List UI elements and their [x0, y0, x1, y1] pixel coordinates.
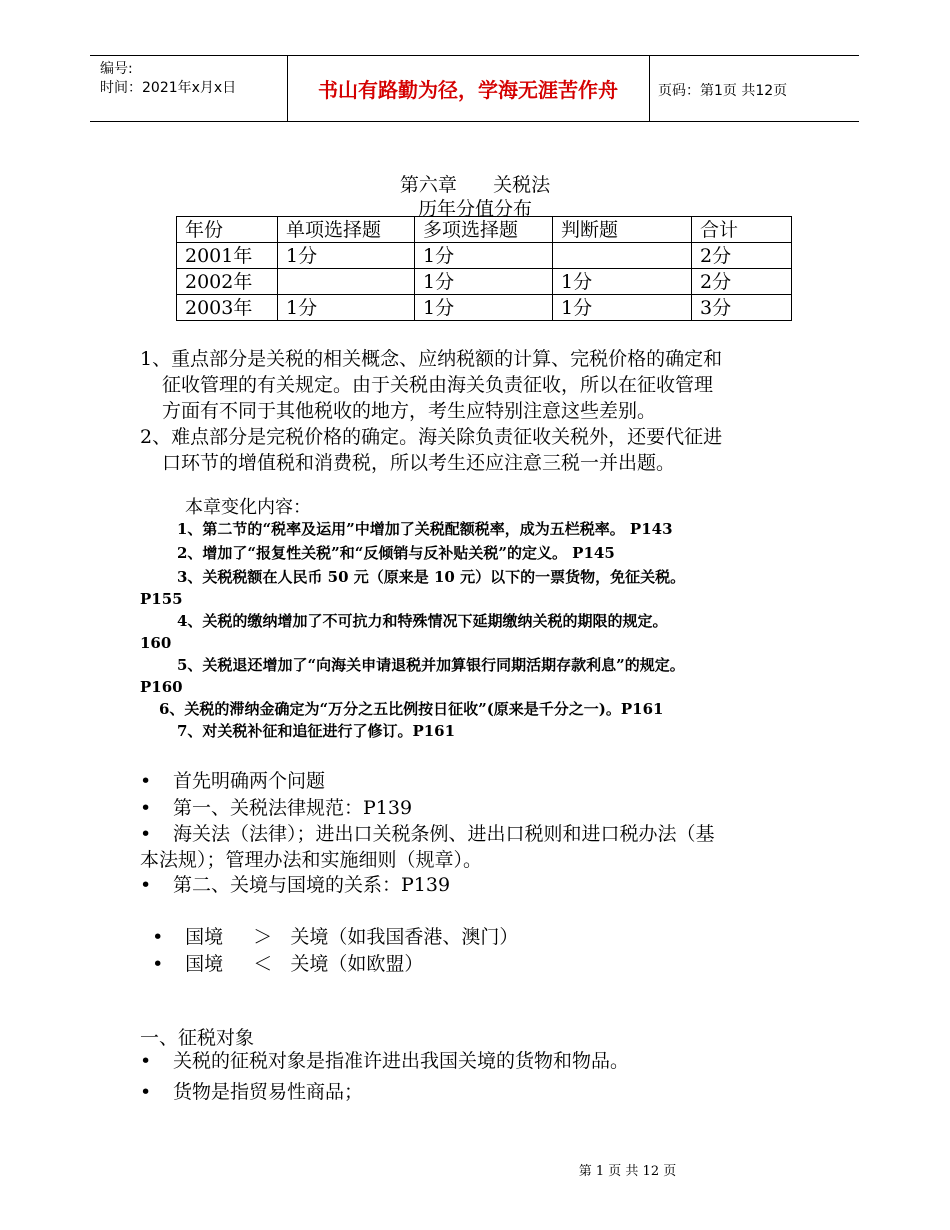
table-cell: 1分: [415, 295, 553, 321]
table-cell: 1分: [415, 269, 553, 295]
bullet-text: 国境 ＞ 关境（如我国香港、澳门）: [185, 926, 519, 948]
score-distribution-table: [176, 216, 792, 321]
bullet-text: 关税的征税对象是指准许进出我国关境的货物和物品。: [173, 1050, 630, 1072]
key-point-2-lead: 2、难点部分是完税价格的确定。海关除负责征收关税外，还要代征进: [140, 426, 723, 448]
table-cell: 1分: [553, 269, 692, 295]
change-item-5: 5、关税退还增加了“向海关申请退税并加算银行同期活期存款利息”的规定。: [177, 656, 685, 674]
key-point-1: [140, 346, 830, 424]
change-item-1: 1、第二节的“税率及运用”中增加了关税配额税率，成为五栏税率。 P143: [177, 520, 673, 538]
table-cell: 1分: [278, 295, 415, 321]
change-item-7: 7、对关税补征和追征进行了修订。P161: [177, 722, 456, 740]
table-row: [177, 269, 792, 295]
key-point-1-lead: 1、重点部分是关税的相关概念、应纳税额的计算、完税价格的确定和: [140, 348, 723, 370]
change-item-6: 6、关税的滞纳金确定为“万分之五比例按日征收”(原来是千分之一)。P161: [159, 700, 664, 718]
table-header-cell: 年份: [177, 217, 278, 243]
bullet-tax-object: [140, 1048, 830, 1074]
table-header-cell: 判断题: [553, 217, 692, 243]
page-footer: 第 1 页 共 12 页: [578, 1164, 677, 1179]
bullet-text: 第二、关境与国境的关系：P139: [173, 874, 451, 896]
bullet-text: 首先明确两个问题: [173, 770, 326, 792]
key-point-1-line-3: 方面有不同于其他税收的地方，考生应特别注意这些差别。: [162, 400, 657, 422]
header-number-label: 编号:: [100, 61, 133, 77]
change-item-3-page: P155: [140, 590, 183, 608]
chapter-subtitle: 历年分值分布: [417, 198, 532, 220]
table-header-row: [177, 217, 792, 243]
header-page-info: 页码：第1页 共12页: [658, 83, 788, 99]
change-item-4: 4、关税的缴纳增加了不可抗力和特殊情况下延期缴纳关税的期限的规定。: [177, 612, 668, 630]
bullet-customs-law: [140, 821, 830, 873]
table-cell: 1分: [415, 243, 553, 269]
table-cell: 2分: [692, 243, 792, 269]
bullet-text: 海关法（法律）；进出口关税条例、进出口税则和进口税办法（基: [173, 823, 715, 845]
table-row: [177, 295, 792, 321]
key-point-1-line-2: 征收管理的有关规定。由于关税由海关负责征收，所以在征收管理: [162, 374, 714, 396]
table-cell: 1分: [278, 243, 415, 269]
key-point-2: [140, 424, 830, 476]
change-item-4-page: 160: [140, 634, 172, 652]
bullet-text: 货物是指贸易性商品；: [173, 1081, 364, 1103]
table-cell: 2001年: [177, 243, 278, 269]
table-cell: 2003年: [177, 295, 278, 321]
bullet-marker: •: [140, 823, 152, 845]
bullet-marker: •: [140, 1081, 152, 1103]
changes-heading: 本章变化内容：: [185, 497, 311, 518]
table-header-cell: 合计: [692, 217, 792, 243]
table-cell: 2分: [692, 269, 792, 295]
bullet-goods-definition: [140, 1079, 830, 1105]
bullet-border-less: [140, 925, 830, 977]
table-header-cell: 多项选择题: [415, 217, 553, 243]
section-heading: 一、征税对象: [140, 1027, 255, 1049]
bullet-marker: •: [140, 797, 152, 819]
header-time-label: 时间：2021年x月x日: [100, 80, 237, 96]
bullet-legal-norms: [140, 795, 830, 821]
change-item-3: 3、关税税额在人民币 50 元（原来是 10 元）以下的一票货物，免征关税。: [177, 568, 686, 586]
bullet-text-continued: 本法规）；管理办法和实施细则（规章）。: [140, 849, 483, 871]
table-cell: 1分: [553, 295, 692, 321]
header-motto: 书山有路勤为径，学海无涯苦作舟: [318, 78, 618, 102]
bullet-marker: •: [140, 770, 152, 792]
table-header-cell: 单项选择题: [278, 217, 415, 243]
bullet-first-questions: [140, 768, 830, 794]
chapter-title: 第六章 关税法: [399, 174, 551, 196]
table-cell: [553, 243, 692, 269]
change-item-2: 2、增加了“报复性关税”和“反倾销与反补贴关税”的定义。 P145: [177, 544, 615, 562]
bullet-marker: •: [152, 953, 164, 975]
bullet-marker: •: [140, 874, 152, 896]
key-point-2-line-2: 口环节的增值税和消费税，所以考生还应注意三税一并出题。: [162, 452, 676, 474]
bullet-territory-relation: [140, 872, 830, 898]
bullet-text: 第一、关税法律规范：P139: [173, 797, 413, 819]
header-bottom-rule: [90, 121, 859, 122]
table-cell: [278, 269, 415, 295]
bullet-marker: •: [140, 1050, 152, 1072]
table-cell: 3分: [692, 295, 792, 321]
bullet-marker: •: [152, 926, 164, 948]
change-item-5-page: P160: [140, 678, 183, 696]
header-divider-right: [649, 55, 650, 121]
bullet-text: 国境 ＜ 关境（如欧盟）: [185, 953, 424, 975]
header-top-rule: [90, 55, 859, 56]
table-row: [177, 243, 792, 269]
table-cell: 2002年: [177, 269, 278, 295]
